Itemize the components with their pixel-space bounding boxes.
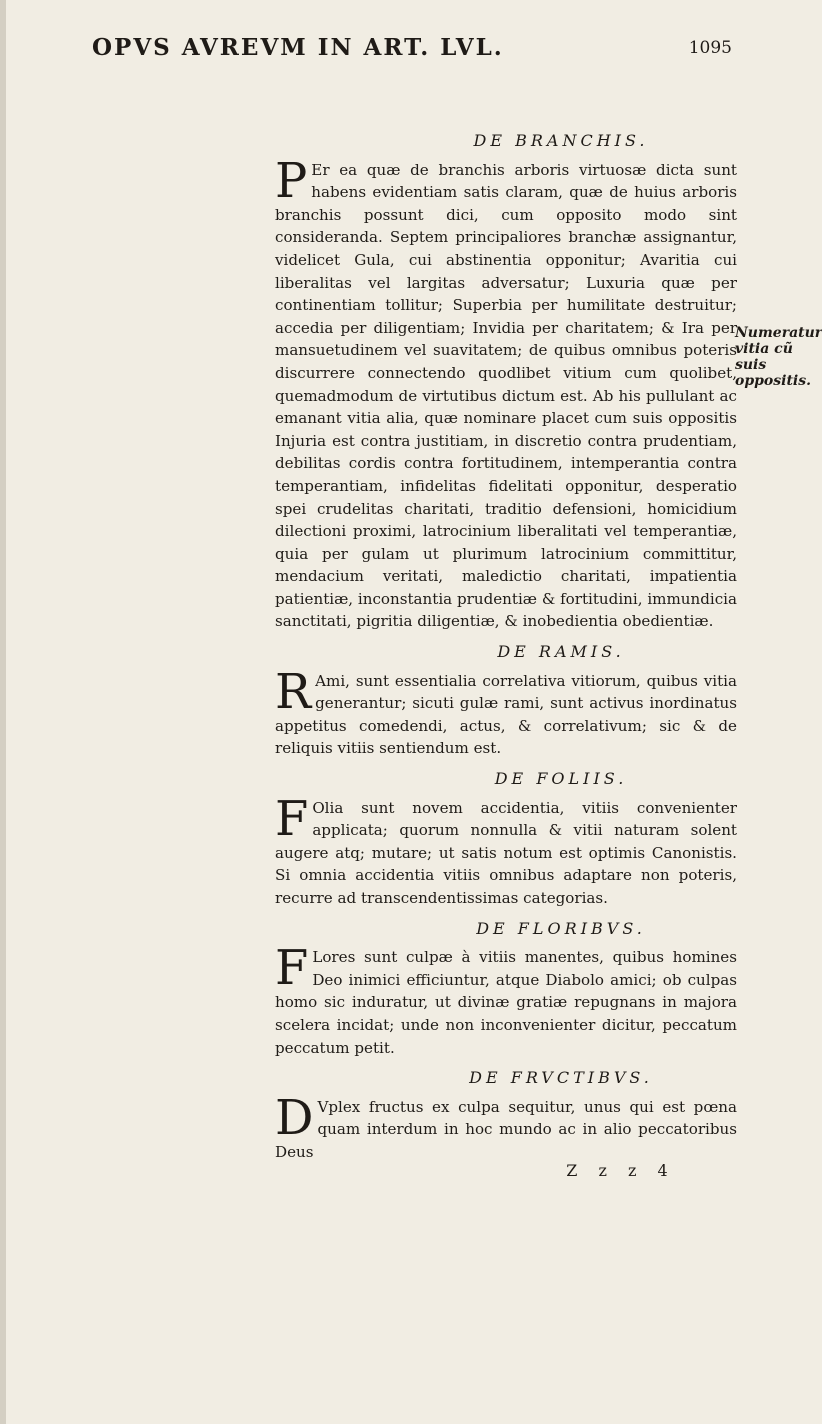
section-paragraph: [275, 940, 737, 1059]
drop-cap: F: [275, 790, 309, 847]
paragraph-text: Lores sunt culpæ à vitiis manentes, quibus homines Deo inimici efficiuntur, atque Diabolo amici; ob culpas homo sic induratur, ut divinæ gratiæ repugnans in majora scelera incidat; unde non inconvenienter dicitur, peccatum peccatum petit.: [275, 948, 737, 1057]
section-paragraph: [275, 1089, 737, 1164]
running-title: OPVS AVREVM IN ART. LVL.: [92, 34, 504, 61]
page-gutter-edge: [0, 0, 6, 1424]
section-heading: DE FRVCTIBVS.: [469, 1068, 653, 1088]
section-branchis: [275, 130, 737, 633]
running-header: [92, 34, 732, 68]
section-foliis: [275, 768, 737, 910]
section-ramis: [275, 641, 737, 760]
page-number: 1095: [688, 38, 732, 58]
section-floribus: [275, 918, 737, 1060]
signature-mark: Z z z 4: [566, 1160, 676, 1180]
section-paragraph: [275, 790, 737, 910]
paragraph-text: Er ea quæ de branchis arboris virtuosæ dicta sunt habens evidentiam satis claram, quæ de huius arboris branchis possunt dici, cum opposito modo sint consideranda. Septem principaliores branchæ assignantur, videlicet Gula, cui abstinentia opponitur; Avaritia cui liberalitas vel largitas adversatur; Luxuria quæ per continentiam tollitur; Superbia per humilitate destruitur; accedia per diligentiam; Invidia per charitatem; & Ira per mansuetudinem vel suavitatem; de quibus omnibus poteris discurrere connectendo quodlibet vitium cum quolibet, quemadmodum de virtutibus dictum est. Ab his pullulant ac emanant vitia alia, quæ nominare placet cum suis oppositis Injuria est contra justitiam, in discretio contra prudentiam, debilitas cordis contra fortitudinem, intemperantia contra temperantiam, infidelitas fidelitati opponitur, desperatio spei crudelitas charitati, traditio defensioni, homicidium dilectioni proximi, latrocinium liberalitati vel temperantiæ, quia per gulam ut plurimum latrocinium committitur, mendacium veritati, maledictio charitati, impatientia patientiæ, inconstantia prudentiæ & fortitudini, immundicia sanctitati, pigritia diligentiæ, & inobedientia obedientiæ.: [275, 160, 737, 631]
section-fructibus: [275, 1067, 737, 1163]
drop-cap: F: [275, 940, 309, 997]
section-heading: DE FOLIIS.: [494, 769, 628, 789]
margin-note: Numeratur vitia cũ suis oppositis.: [735, 325, 822, 389]
paragraph-text: Vplex fructus ex culpa sequitur, unus qui est pœna quam interdum in hoc mundo ac in alio peccatoribus Deus: [275, 1097, 737, 1161]
section-heading: DE BRANCHIS.: [473, 131, 649, 150]
drop-cap: P: [275, 152, 308, 209]
section-heading: DE RAMIS.: [497, 642, 625, 662]
drop-cap: R: [275, 663, 312, 720]
section-heading: DE FLORIBVS.: [476, 918, 646, 938]
paragraph-text: Olia sunt novem accidentia, vitiis convenienter applicata; quorum nonnulla & vitii naturam solent augere atq; mutare; ut satis notum est optimis Canonistis. Si omnia accidentia vitiis omnibus adaptare non poteris, recurre ad transcendentissimas categorias.: [275, 798, 737, 907]
main-text: [275, 122, 737, 1182]
paragraph-text: Ami, sunt essentialia correlativa vitiorum, quibus vitia generantur; sicuti gulæ rami, sunt activus inordinatus appetitus comedendi, actus, & correlativum; sic & de reliquis vitiis sentiendum est.: [275, 671, 737, 758]
drop-cap: D: [275, 1089, 314, 1146]
section-paragraph: [275, 152, 737, 633]
section-paragraph: [275, 663, 737, 760]
